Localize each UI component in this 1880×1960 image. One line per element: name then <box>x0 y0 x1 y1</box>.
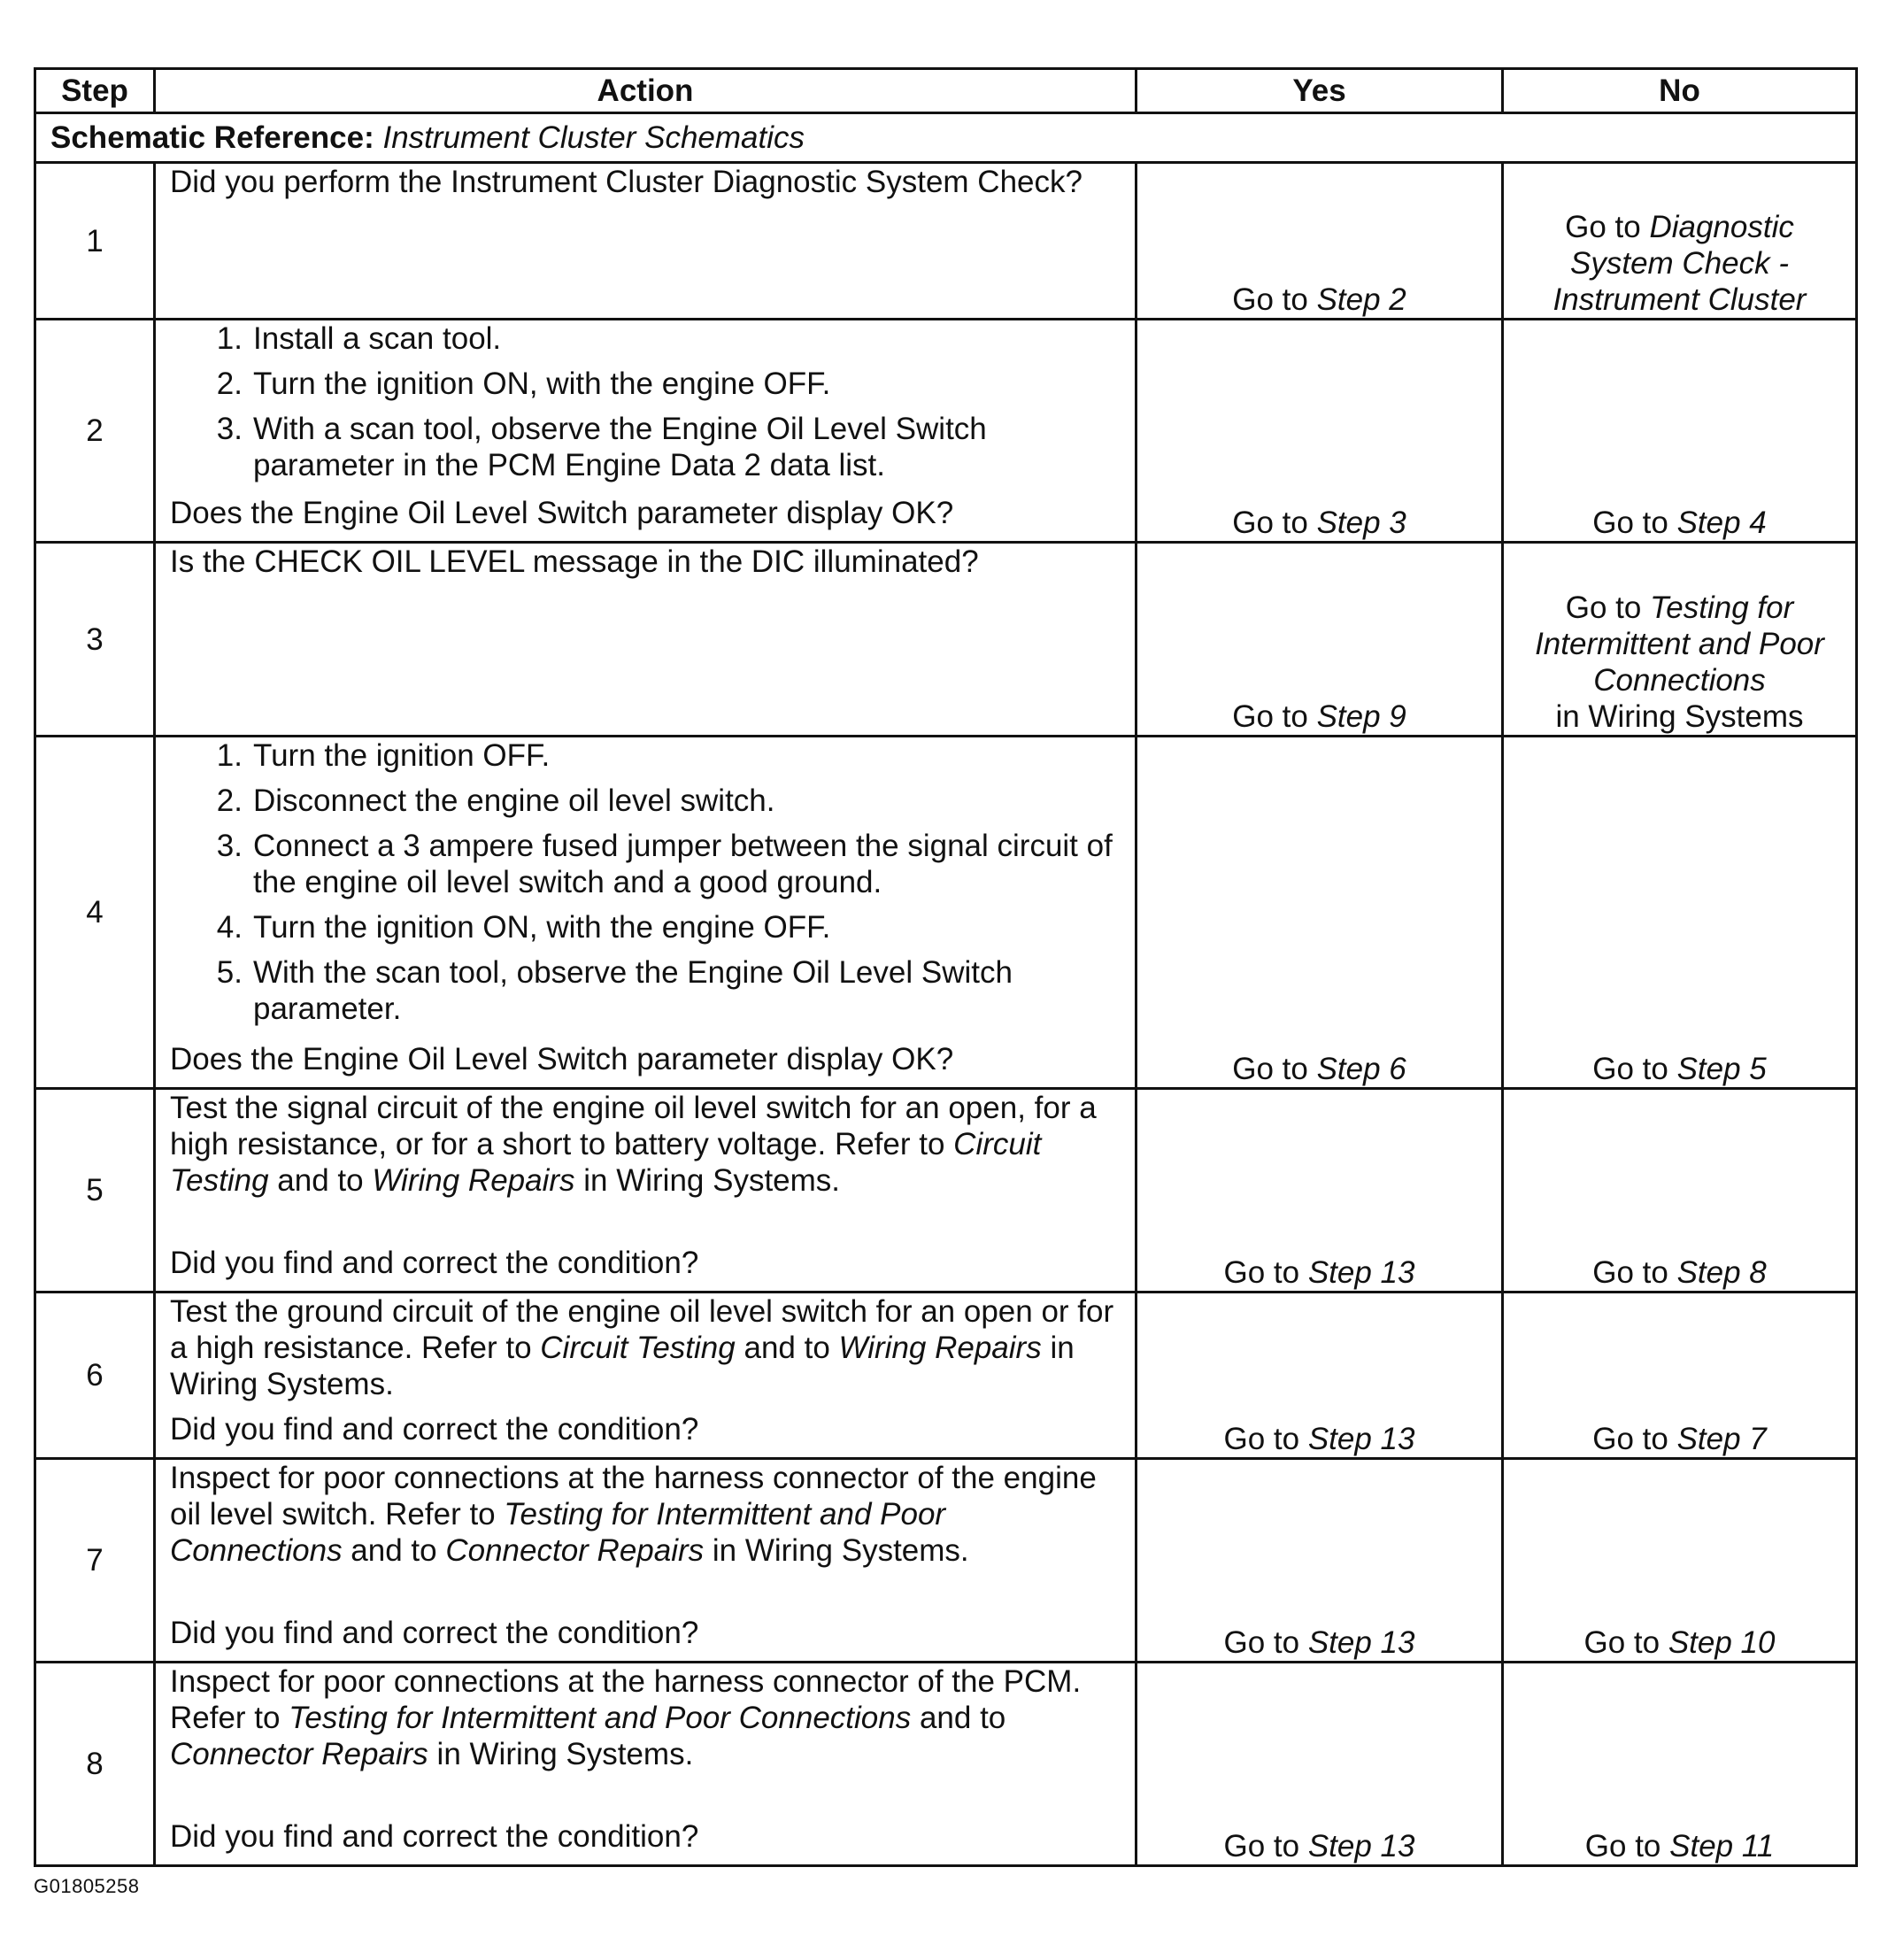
yes-cell <box>1136 543 1503 737</box>
action-text-part: and to <box>342 1533 446 1568</box>
substep-text: Turn the ignition OFF. <box>253 738 551 773</box>
yes-step-link[interactable]: Step 13 <box>1307 1829 1415 1864</box>
action-text-part: and to <box>735 1331 839 1365</box>
no-cell <box>1503 320 1857 543</box>
no-prefix: Go to <box>1592 1052 1677 1086</box>
substep-item <box>170 737 1121 774</box>
step-number: 1 <box>35 163 155 320</box>
yes-step-link[interactable]: Step 13 <box>1307 1625 1415 1660</box>
yes-cell <box>1136 1663 1503 1866</box>
action-question: Did you find and correct the condition? <box>170 1246 699 1280</box>
yes-step-link[interactable]: Step 3 <box>1316 505 1406 540</box>
header-row <box>35 69 1857 113</box>
action-text-part: in Wiring Systems. <box>428 1737 694 1771</box>
no-step-link[interactable]: Testing for Intermittent and Poor Connections <box>1535 590 1824 698</box>
action-text-part: in Wiring Systems. <box>574 1163 841 1198</box>
yes-step-link[interactable]: Step 13 <box>1307 1422 1415 1456</box>
action-cell <box>155 1293 1136 1459</box>
substep-number: 4. <box>216 910 243 945</box>
substep-item <box>170 366 1121 402</box>
action-cell <box>155 320 1136 543</box>
step-row <box>35 737 1857 1089</box>
header-action: Action <box>155 69 1136 113</box>
step-row <box>35 320 1857 543</box>
no-prefix: Go to <box>1565 210 1650 244</box>
yes-prefix: Go to <box>1232 282 1317 317</box>
no-step-link[interactable]: Step 11 <box>1669 1829 1775 1864</box>
step-row <box>35 163 1857 320</box>
step-row <box>35 1459 1857 1663</box>
action-text-part: Test the signal circuit of the engine oil level switch for an open, for a high resistance, or for a short to battery voltage. Refer to <box>170 1091 1097 1161</box>
no-cell <box>1503 543 1857 737</box>
no-cell <box>1503 1089 1857 1293</box>
no-suffix: in Wiring Systems <box>1555 699 1804 734</box>
action-text-part: Inspect for poor connections at the harness connector of the engine oil level switch. Refer to <box>170 1461 1097 1532</box>
action-cell <box>155 1663 1136 1866</box>
yes-cell <box>1136 737 1503 1089</box>
action-instruction: Is the CHECK OIL LEVEL message in the DIC illuminated? <box>170 544 979 579</box>
yes-prefix: Go to <box>1232 699 1317 734</box>
schematic-reference-link[interactable]: Instrument Cluster Schematics <box>382 120 805 155</box>
step-number: 5 <box>35 1089 155 1293</box>
step-number: 2 <box>35 320 155 543</box>
yes-cell <box>1136 163 1503 320</box>
step-number: 7 <box>35 1459 155 1663</box>
yes-cell <box>1136 1293 1503 1459</box>
action-text <box>170 1293 1121 1409</box>
substep-number: 3. <box>216 829 243 863</box>
action-question: Does the Engine Oil Level Switch parameter display OK? <box>170 1042 954 1076</box>
no-step-link[interactable]: Step 8 <box>1676 1255 1767 1290</box>
no-cell <box>1503 737 1857 1089</box>
no-cell <box>1503 1293 1857 1459</box>
action-text-part: Inspect for poor connections at the harness connector of the PCM. Refer to <box>170 1664 1082 1735</box>
action-question: Did you find and correct the condition? <box>170 1819 699 1854</box>
substep-text: Disconnect the engine oil level switch. <box>253 783 775 818</box>
reference-link[interactable]: Testing for Intermittent and Poor Connections <box>170 1497 946 1568</box>
action-question: Did you find and correct the condition? <box>170 1412 699 1447</box>
yes-prefix: Go to <box>1232 1052 1317 1086</box>
no-step-link[interactable]: Step 7 <box>1676 1422 1767 1456</box>
substep-list <box>170 320 1121 483</box>
substep-text: Turn the ignition ON, with the engine OFF. <box>253 367 831 401</box>
no-step-link[interactable]: Step 10 <box>1668 1625 1776 1660</box>
substep-item <box>170 828 1121 900</box>
figure-id: G01805258 <box>34 1875 140 1897</box>
yes-prefix: Go to <box>1232 505 1317 540</box>
step-row <box>35 1293 1857 1459</box>
substep-number: 1. <box>216 321 243 356</box>
substep-item <box>170 909 1121 945</box>
step-number: 8 <box>35 1663 155 1866</box>
no-prefix: Go to <box>1592 505 1677 540</box>
yes-prefix: Go to <box>1223 1422 1308 1456</box>
action-cell <box>155 737 1136 1089</box>
substep-list <box>170 737 1121 1027</box>
reference-link[interactable]: Circuit Testing <box>170 1127 1042 1198</box>
yes-prefix: Go to <box>1223 1829 1308 1864</box>
substep-item <box>170 954 1121 1027</box>
header-yes: Yes <box>1136 69 1503 113</box>
action-text-part: in Wiring Systems. <box>704 1533 969 1568</box>
action-instruction: Did you perform the Instrument Cluster Diagnostic System Check? <box>170 165 1083 199</box>
action-text <box>170 1090 1121 1243</box>
step-row <box>35 1089 1857 1293</box>
substep-number: 3. <box>216 412 243 446</box>
yes-prefix: Go to <box>1223 1255 1308 1290</box>
yes-prefix: Go to <box>1223 1625 1308 1660</box>
no-prefix: Go to <box>1584 1829 1670 1864</box>
substep-text: Connect a 3 ampere fused jumper between the signal circuit of the engine oil level switch and a good ground. <box>253 829 1113 899</box>
schematic-reference <box>35 113 1857 163</box>
yes-cell <box>1136 1459 1503 1663</box>
no-prefix: Go to <box>1565 590 1651 625</box>
action-cell <box>155 543 1136 737</box>
action-text <box>170 164 1121 308</box>
substep-text: With the scan tool, observe the Engine Oil Level Switch parameter. <box>253 955 1013 1026</box>
diagnostic-table <box>34 67 1858 1867</box>
step-number: 3 <box>35 543 155 737</box>
schematic-reference-row <box>35 113 1857 163</box>
header-no: No <box>1503 69 1857 113</box>
reference-link[interactable]: Connector Repairs <box>445 1533 705 1568</box>
schematic-reference-label: Schematic Reference: <box>50 120 374 155</box>
reference-link[interactable]: Wiring Repairs <box>372 1163 575 1198</box>
no-step-link[interactable]: Diagnostic System Check - Instrument Cluster <box>1553 210 1807 317</box>
action-cell <box>155 1089 1136 1293</box>
action-text-part: Test the ground circuit of the engine oil level switch for an open or for a high resistance. Refer to <box>170 1294 1114 1365</box>
substep-item <box>170 411 1121 483</box>
reference-link[interactable]: Testing for Intermittent and Poor Connections <box>289 1701 912 1735</box>
action-text-part: and to <box>911 1701 1006 1735</box>
action-text-part: in Wiring Systems. <box>170 1331 1075 1401</box>
action-text <box>170 544 1121 725</box>
substep-text: Install a scan tool. <box>253 321 502 356</box>
action-text <box>170 1663 1121 1817</box>
substep-number: 2. <box>216 783 243 818</box>
step-row <box>35 1663 1857 1866</box>
action-cell <box>155 1459 1136 1663</box>
no-step-link[interactable]: Step 4 <box>1676 505 1767 540</box>
no-prefix: Go to <box>1592 1422 1677 1456</box>
reference-link[interactable]: Connector Repairs <box>170 1737 428 1771</box>
no-step-link[interactable]: Step 5 <box>1676 1052 1767 1086</box>
substep-item <box>170 320 1121 357</box>
yes-step-link[interactable]: Step 9 <box>1316 699 1406 734</box>
action-question: Does the Engine Oil Level Switch parameter display OK? <box>170 496 954 530</box>
action-text-part: and to <box>268 1163 373 1198</box>
no-prefix: Go to <box>1583 1625 1668 1660</box>
step-row <box>35 543 1857 737</box>
no-cell <box>1503 1459 1857 1663</box>
yes-step-link[interactable]: Step 6 <box>1316 1052 1406 1086</box>
action-question: Did you find and correct the condition? <box>170 1616 699 1650</box>
reference-link[interactable]: Wiring Repairs <box>838 1331 1042 1365</box>
header-step: Step <box>35 69 155 113</box>
diagnostic-document <box>34 67 1855 1867</box>
substep-text: With a scan tool, observe the Engine Oil Level Switch parameter in the PCM Engine Data 2 data list. <box>253 412 987 482</box>
substep-number: 1. <box>216 738 243 773</box>
no-cell <box>1503 163 1857 320</box>
substep-number: 2. <box>216 367 243 401</box>
yes-cell <box>1136 1089 1503 1293</box>
step-number: 4 <box>35 737 155 1089</box>
substep-text: Turn the ignition ON, with the engine OFF. <box>253 910 831 945</box>
yes-step-link[interactable]: Step 2 <box>1316 282 1406 317</box>
substep-number: 5. <box>216 955 243 990</box>
no-cell <box>1503 1663 1857 1866</box>
action-text <box>170 320 1121 493</box>
yes-step-link[interactable]: Step 13 <box>1307 1255 1415 1290</box>
substep-item <box>170 783 1121 819</box>
action-cell <box>155 163 1136 320</box>
reference-link[interactable]: Circuit Testing <box>540 1331 736 1365</box>
action-text <box>170 1460 1121 1613</box>
action-text <box>170 737 1121 1039</box>
yes-cell <box>1136 320 1503 543</box>
no-prefix: Go to <box>1592 1255 1677 1290</box>
step-number: 6 <box>35 1293 155 1459</box>
